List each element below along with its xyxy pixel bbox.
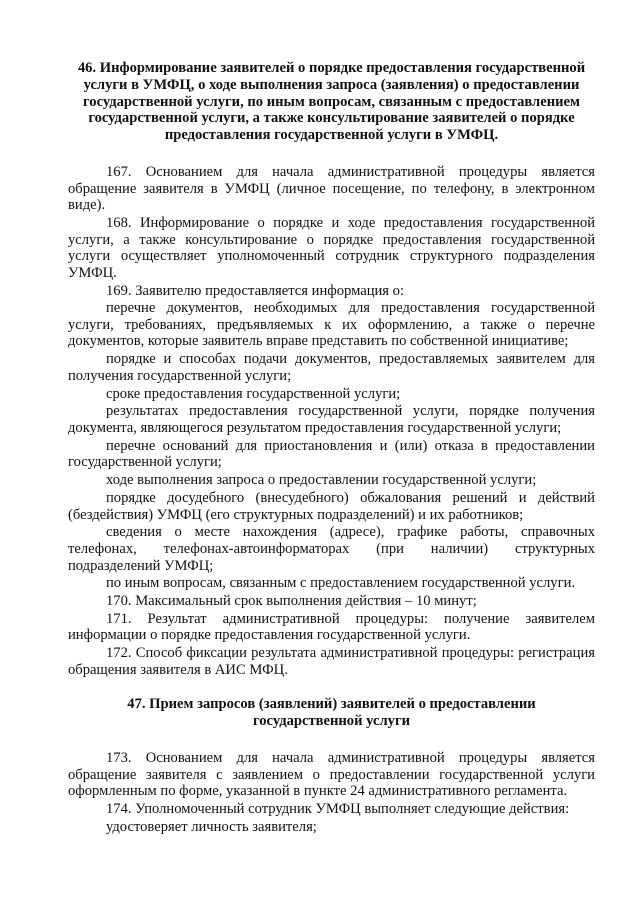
- paragraph-170: 170. Максимальный срок выполнения действия – 10 минут;: [106, 593, 477, 610]
- list-item-term: сроке предоставления государственной услуги;: [106, 385, 401, 402]
- list-item-grounds: перечне оснований для приостановления и (или) отказа в предоставлении государственной услуги;: [68, 437, 595, 471]
- paragraph-167: 167. Основанием для начала административной процедуры является обращение заявителя в УМФЦ (личное посещение, по телефону, в электронном виде).: [68, 163, 595, 214]
- section-46-body: [68, 164, 595, 678]
- paragraph-172: 172. Способ фиксации результата административной процедуры: регистрация обращения заявителя в АИС МФЦ.: [68, 645, 595, 678]
- list-item-documents: перечне документов, необходимых для предоставления государственной услуги, требованиях, предъявляемых к их оформлению, а также о перечне документов, которые заявитель вправе представить по собственной инициативе;: [68, 300, 595, 350]
- paragraph-168: 168. Информирование о порядке и ходе предоставления государственной услуги, а также консультирование о порядке предоставления государственной услуги осуществляет уполномоченный сотрудник структурного подразделения УМФЦ.: [68, 214, 595, 281]
- list-item-results: результатах предоставления государственной услуги, порядке получения документа, являющегося результатом предоставления государственной услуги;: [68, 403, 595, 437]
- section-46-heading: 46. Информирование заявителей о порядке предоставления государственной услуги в УМФЦ, о ходе выполнения запроса (заявления) о предоставлении государственной услуги, по иным вопросам, связанным с предоставлением государственной услуги, а также консультирование заявителей о порядке предоставления государственной услуги в УМФЦ.: [77, 60, 586, 144]
- list-item-other: по иным вопросам, связанным с предоставлением государственной услуги.: [106, 575, 576, 592]
- list-item-progress: ходе выполнения запроса о предоставлении государственной услуги;: [106, 472, 537, 489]
- paragraph-174: 174. Уполномоченный сотрудник УМФЦ выполняет следующие действия:: [106, 800, 570, 817]
- list-item-location: сведения о месте нахождения (адресе), графике работы, справочных телефонах, телефонах-автоинформаторах (при наличии) структурных подразделений УМФЦ;: [68, 524, 595, 574]
- list-item-appeal: порядке досудебного (внесудебного) обжалования решений и действий (бездействия) УМФЦ (его структурных подразделений) и их работников;: [68, 489, 595, 523]
- list-item-identity: удостоверяет личность заявителя;: [106, 818, 317, 835]
- paragraph-171: 171. Результат административной процедуры: получение заявителем информации о порядке предоставления государственной услуги.: [68, 610, 595, 644]
- paragraph-169: 169. Заявителю предоставляется информация о:: [106, 282, 405, 299]
- list-item-submission: порядке и способах подачи документов, предоставляемых заявителем для получения государственной услуги;: [68, 351, 595, 384]
- document-page: [68, 60, 595, 837]
- section-47-body: [68, 750, 595, 835]
- section-47-heading: 47. Прием запросов (заявлений) заявителей о предоставлении государственной услуги: [127, 696, 536, 730]
- paragraph-173: 173. Основанием для начала административной процедуры является обращение заявителя с заявлением о предоставлении государственной услуги оформленным по форме, указанной в пункте 24 административного регламента.: [68, 750, 595, 800]
